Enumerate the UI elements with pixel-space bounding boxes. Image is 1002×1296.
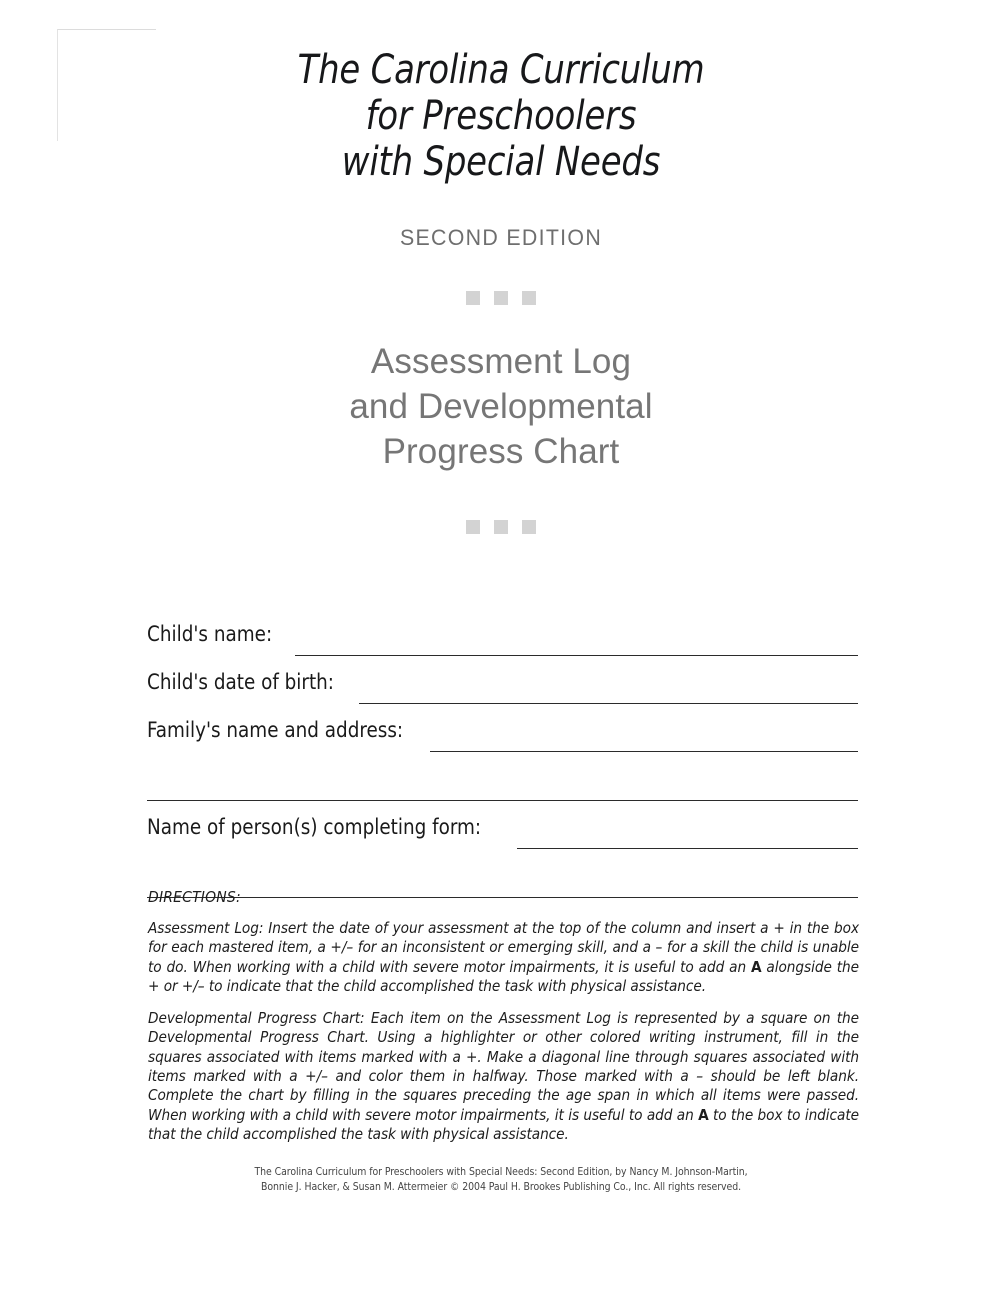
footer-line-2: Bonnie J. Hacker, & Susan M. Attermeier © 2004 Paul H. Brookes Publishing Co., Inc. All rights reserved. (260, 1180, 742, 1193)
page-title (35, 46, 967, 184)
directions-p1-pre: Assessment Log: Insert the date of your assessment at the top of the column and insert a + in the box for each mastered item, a +/– for an inconsistent or emerging skill, and a – for a skill the child is unable to do. When working with a child with severe motor impairments, it is useful to add an (148, 919, 859, 976)
divider-square-icon (494, 291, 508, 305)
family-name-address-label: Family's name and address: (147, 718, 404, 743)
divider-top (0, 291, 1002, 305)
directions-p2-post: to the box to indicate that the child accomplished the task with physical assistance. (148, 1105, 859, 1143)
edition-label: SECOND EDITION (399, 225, 603, 250)
divider-square-icon (522, 291, 536, 305)
form-row-family-address-continued (147, 752, 858, 801)
form-row-date-of-birth (147, 656, 858, 704)
page-subtitle (0, 339, 1002, 474)
copyright-footer (0, 1165, 1002, 1194)
date-of-birth-label: Child's date of birth: (147, 670, 335, 695)
title-block (0, 46, 1002, 534)
directions-paragraph-progress-chart (148, 1009, 859, 1144)
directions-p1-bold: A (750, 957, 762, 976)
divider-square-icon (494, 520, 508, 534)
directions-paragraph-assessment-log (148, 919, 859, 996)
divider-bottom (0, 520, 1002, 534)
form-row-person-completing (147, 801, 858, 849)
title-line-2: for Preschoolers (365, 91, 637, 139)
divider-square-icon (466, 520, 480, 534)
subtitle-line-3: Progress Chart (382, 432, 620, 471)
form-fields (147, 608, 858, 898)
directions-p2-pre: Developmental Progress Chart: Each item on the Assessment Log is represented by a square on the Developmental Progress Chart. Using a highlighter or other colored writing instrument, fill in the squares associated with items marked with a +. Make a diagonal line through squares associated with items marked with a +/– and color them in halfway. Those marked with a – should be left blank. Complete the chart by filling in the squares preceding the age span in which all items were passed. When working with a child with severe motor impairments, it is useful to add an (148, 1009, 859, 1124)
divider-square-icon (522, 520, 536, 534)
directions-heading: DIRECTIONS: (148, 888, 241, 906)
subtitle-line-2: and Developmental (349, 387, 653, 426)
child-name-label: Child's name: (147, 622, 273, 647)
footer-line-1: The Carolina Curriculum for Preschoolers with Special Needs: Second Edition, by Nancy M. Johnson-Martin, (254, 1166, 748, 1178)
title-line-1: The Carolina Curriculum (297, 45, 705, 93)
directions-p1-post: alongside the + or +/– to indicate that the child accomplished the task with physical assistance. (148, 957, 859, 995)
divider-square-icon (466, 291, 480, 305)
form-row-family-name-address (147, 704, 858, 752)
subtitle-line-1: Assessment Log (370, 342, 632, 381)
person-completing-label: Name of person(s) completing form: (147, 815, 482, 840)
directions-p2-bold: A (698, 1105, 709, 1124)
directions-section (148, 888, 859, 1144)
form-row-child-name (147, 608, 858, 656)
title-line-3: with Special Needs (341, 137, 661, 185)
